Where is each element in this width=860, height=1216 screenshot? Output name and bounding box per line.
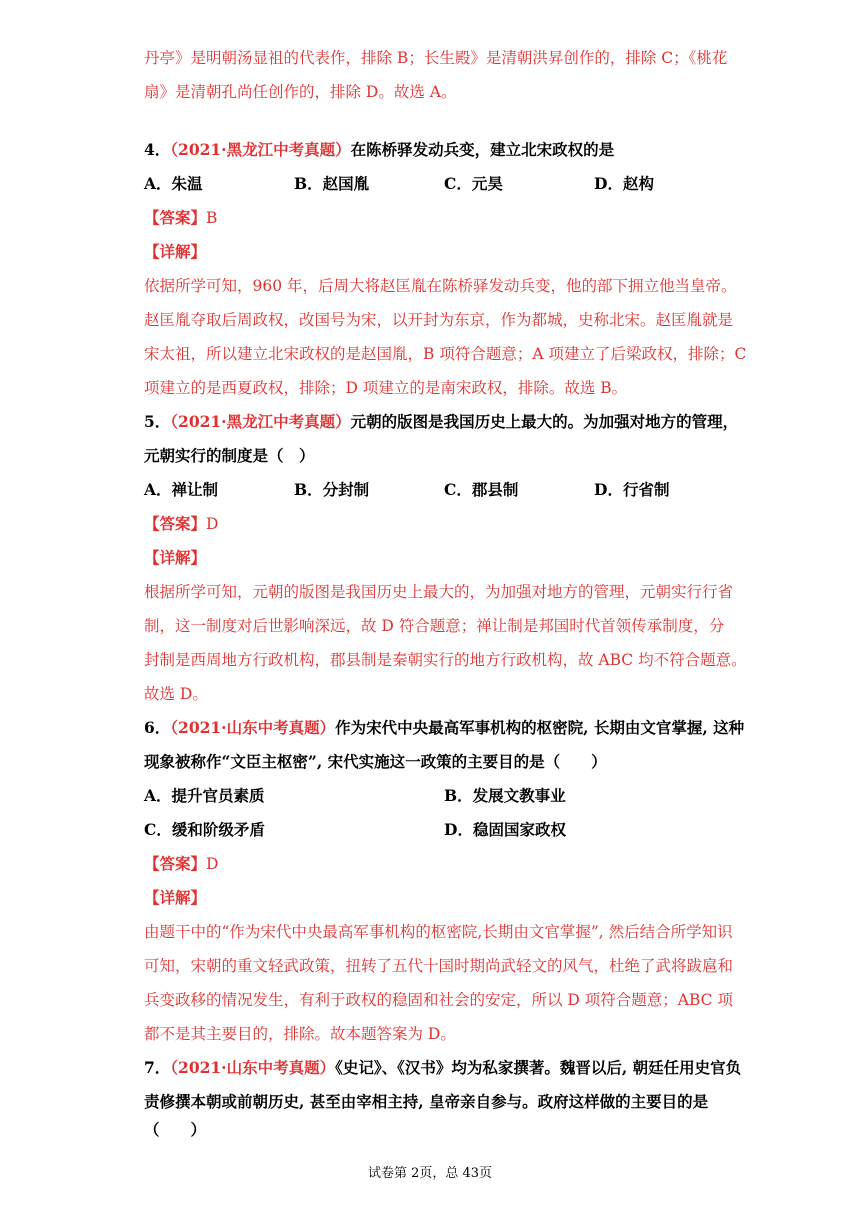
answer-label: 【答案】 bbox=[144, 514, 207, 533]
question-text: 《史记》、《汉书》均为私家撰著。魏晋以后, 朝廷任用史官负 bbox=[335, 1058, 742, 1077]
detail-line: 项建立的是西夏政权，排除；D 项建立的是南宋政权，排除。故选 B。 bbox=[144, 379, 628, 397]
detail-label: 【详解】 bbox=[144, 888, 207, 907]
detail-line: 制，这一制度对后世影响深远，故 D 符合题意；禅让制是邦国时代首领传承制度，分 bbox=[144, 617, 725, 635]
option-d: D．行省制 bbox=[594, 480, 670, 499]
detail-label: 【详解】 bbox=[144, 242, 207, 261]
detail-line: 由题干中的“作为宋代中央最高军事机构的枢密院,长期由文官掌握”, 然后结合所学知识 bbox=[144, 923, 733, 941]
question-text-cont: （ ） bbox=[144, 1120, 207, 1139]
question-text-cont: 现象被称作“文臣主枢密”, 宋代实施这一政策的主要目的是（ ） bbox=[144, 752, 607, 771]
option-b: B．分封制 bbox=[294, 480, 370, 499]
question-text: 元朝的版图是我国历史上最大的。为加强对地方的管理， bbox=[350, 412, 739, 431]
detail-line: 依据所学可知，960 年，后周大将赵匡胤在陈桥驿发动兵变，他的部下拥立他当皇帝。 bbox=[144, 277, 737, 295]
option-d: D．稳固国家政权 bbox=[444, 820, 566, 839]
explanation-line: 扇》是清朝孔尚任创作的，排除 D。故选 A。 bbox=[144, 83, 457, 101]
option-c: C．郡县制 bbox=[444, 480, 519, 499]
option-a: A．提升官员素质 bbox=[144, 786, 265, 805]
question-source: （2021·山东中考真题） bbox=[170, 718, 336, 737]
explanation-line: 丹亭》是明朝汤显祖的代表作，排除 B；长生殿》是清朝洪昇创作的，排除 C；《桃花 bbox=[144, 49, 728, 67]
answer-value: D bbox=[206, 515, 219, 533]
option-c: C．缓和阶级矛盾 bbox=[144, 820, 265, 839]
question-number: 5． bbox=[144, 412, 171, 431]
detail-line: 宋太祖，所以建立北宋政权的是赵国胤，B 项符合题意；A 项建立了后梁政权，排除；C bbox=[144, 345, 747, 363]
detail-line: 故选 D。 bbox=[144, 685, 208, 703]
option-a: A．朱温 bbox=[144, 174, 203, 193]
detail-line: 封制是西周地方行政机构，郡县制是秦朝实行的地方行政机构，故 ABC 均不符合题意。 bbox=[144, 651, 747, 669]
option-a: A．禅让制 bbox=[144, 480, 219, 499]
answer-line bbox=[144, 208, 217, 228]
detail-line: 都不是其主要目的，排除。故本题答案为 D。 bbox=[144, 1025, 456, 1043]
detail-line: 赵匡胤夺取后周政权，改国号为宋，以开封为东京，作为都城，史称北宋。赵匡胤就是 bbox=[144, 311, 734, 329]
question-text: 作为宋代中央最高军事机构的枢密院, 长期由文官掌握, 这种 bbox=[335, 718, 745, 737]
answer-line bbox=[144, 854, 218, 874]
question-7-stem bbox=[144, 1058, 741, 1078]
question-text: 在陈桥驿发动兵变，建立北宋政权的是 bbox=[350, 140, 615, 159]
question-number: 6． bbox=[144, 718, 171, 737]
question-source: （2021·黑龙江中考真题） bbox=[170, 412, 351, 431]
question-5-stem bbox=[144, 412, 738, 432]
detail-line: 兵变政移的情况发生，有利于政权的稳固和社会的安定，所以 D 项符合题意；ABC 项 bbox=[144, 991, 733, 1009]
answer-value: D bbox=[206, 855, 219, 873]
detail-line: 可知，宋朝的重文轻武政策，扭转了五代十国时期尚武轻文的风气，杜绝了武将跋扈和 bbox=[144, 957, 734, 975]
option-b: B．发展文教事业 bbox=[444, 786, 566, 805]
question-6-stem bbox=[144, 718, 744, 738]
answer-value: B bbox=[206, 209, 218, 227]
question-source: （2021·山东中考真题） bbox=[170, 1058, 336, 1077]
answer-label: 【答案】 bbox=[144, 208, 207, 227]
question-text-cont: 元朝实行的制度是（ ） bbox=[144, 446, 315, 465]
detail-label: 【详解】 bbox=[144, 548, 207, 567]
answer-line bbox=[144, 514, 218, 534]
question-source: （2021·黑龙江中考真题） bbox=[170, 140, 351, 159]
detail-line: 根据所学可知，元朝的版图是我国历史上最大的，为加强对地方的管理，元朝实行行省 bbox=[144, 583, 734, 601]
option-c: C．元昊 bbox=[444, 174, 503, 193]
question-number: 7． bbox=[144, 1058, 171, 1077]
page-footer: 试卷第 2页，总 43页 bbox=[367, 1166, 493, 1181]
option-b: B．赵国胤 bbox=[294, 174, 370, 193]
question-number: 4． bbox=[144, 140, 171, 159]
question-text-cont: 责修撰本朝或前朝历史, 甚至由宰相主持, 皇帝亲自参与。政府这样做的主要目的是 bbox=[144, 1092, 709, 1111]
option-d: D．赵构 bbox=[594, 174, 654, 193]
answer-label: 【答案】 bbox=[144, 854, 207, 873]
question-4-stem bbox=[144, 140, 614, 160]
